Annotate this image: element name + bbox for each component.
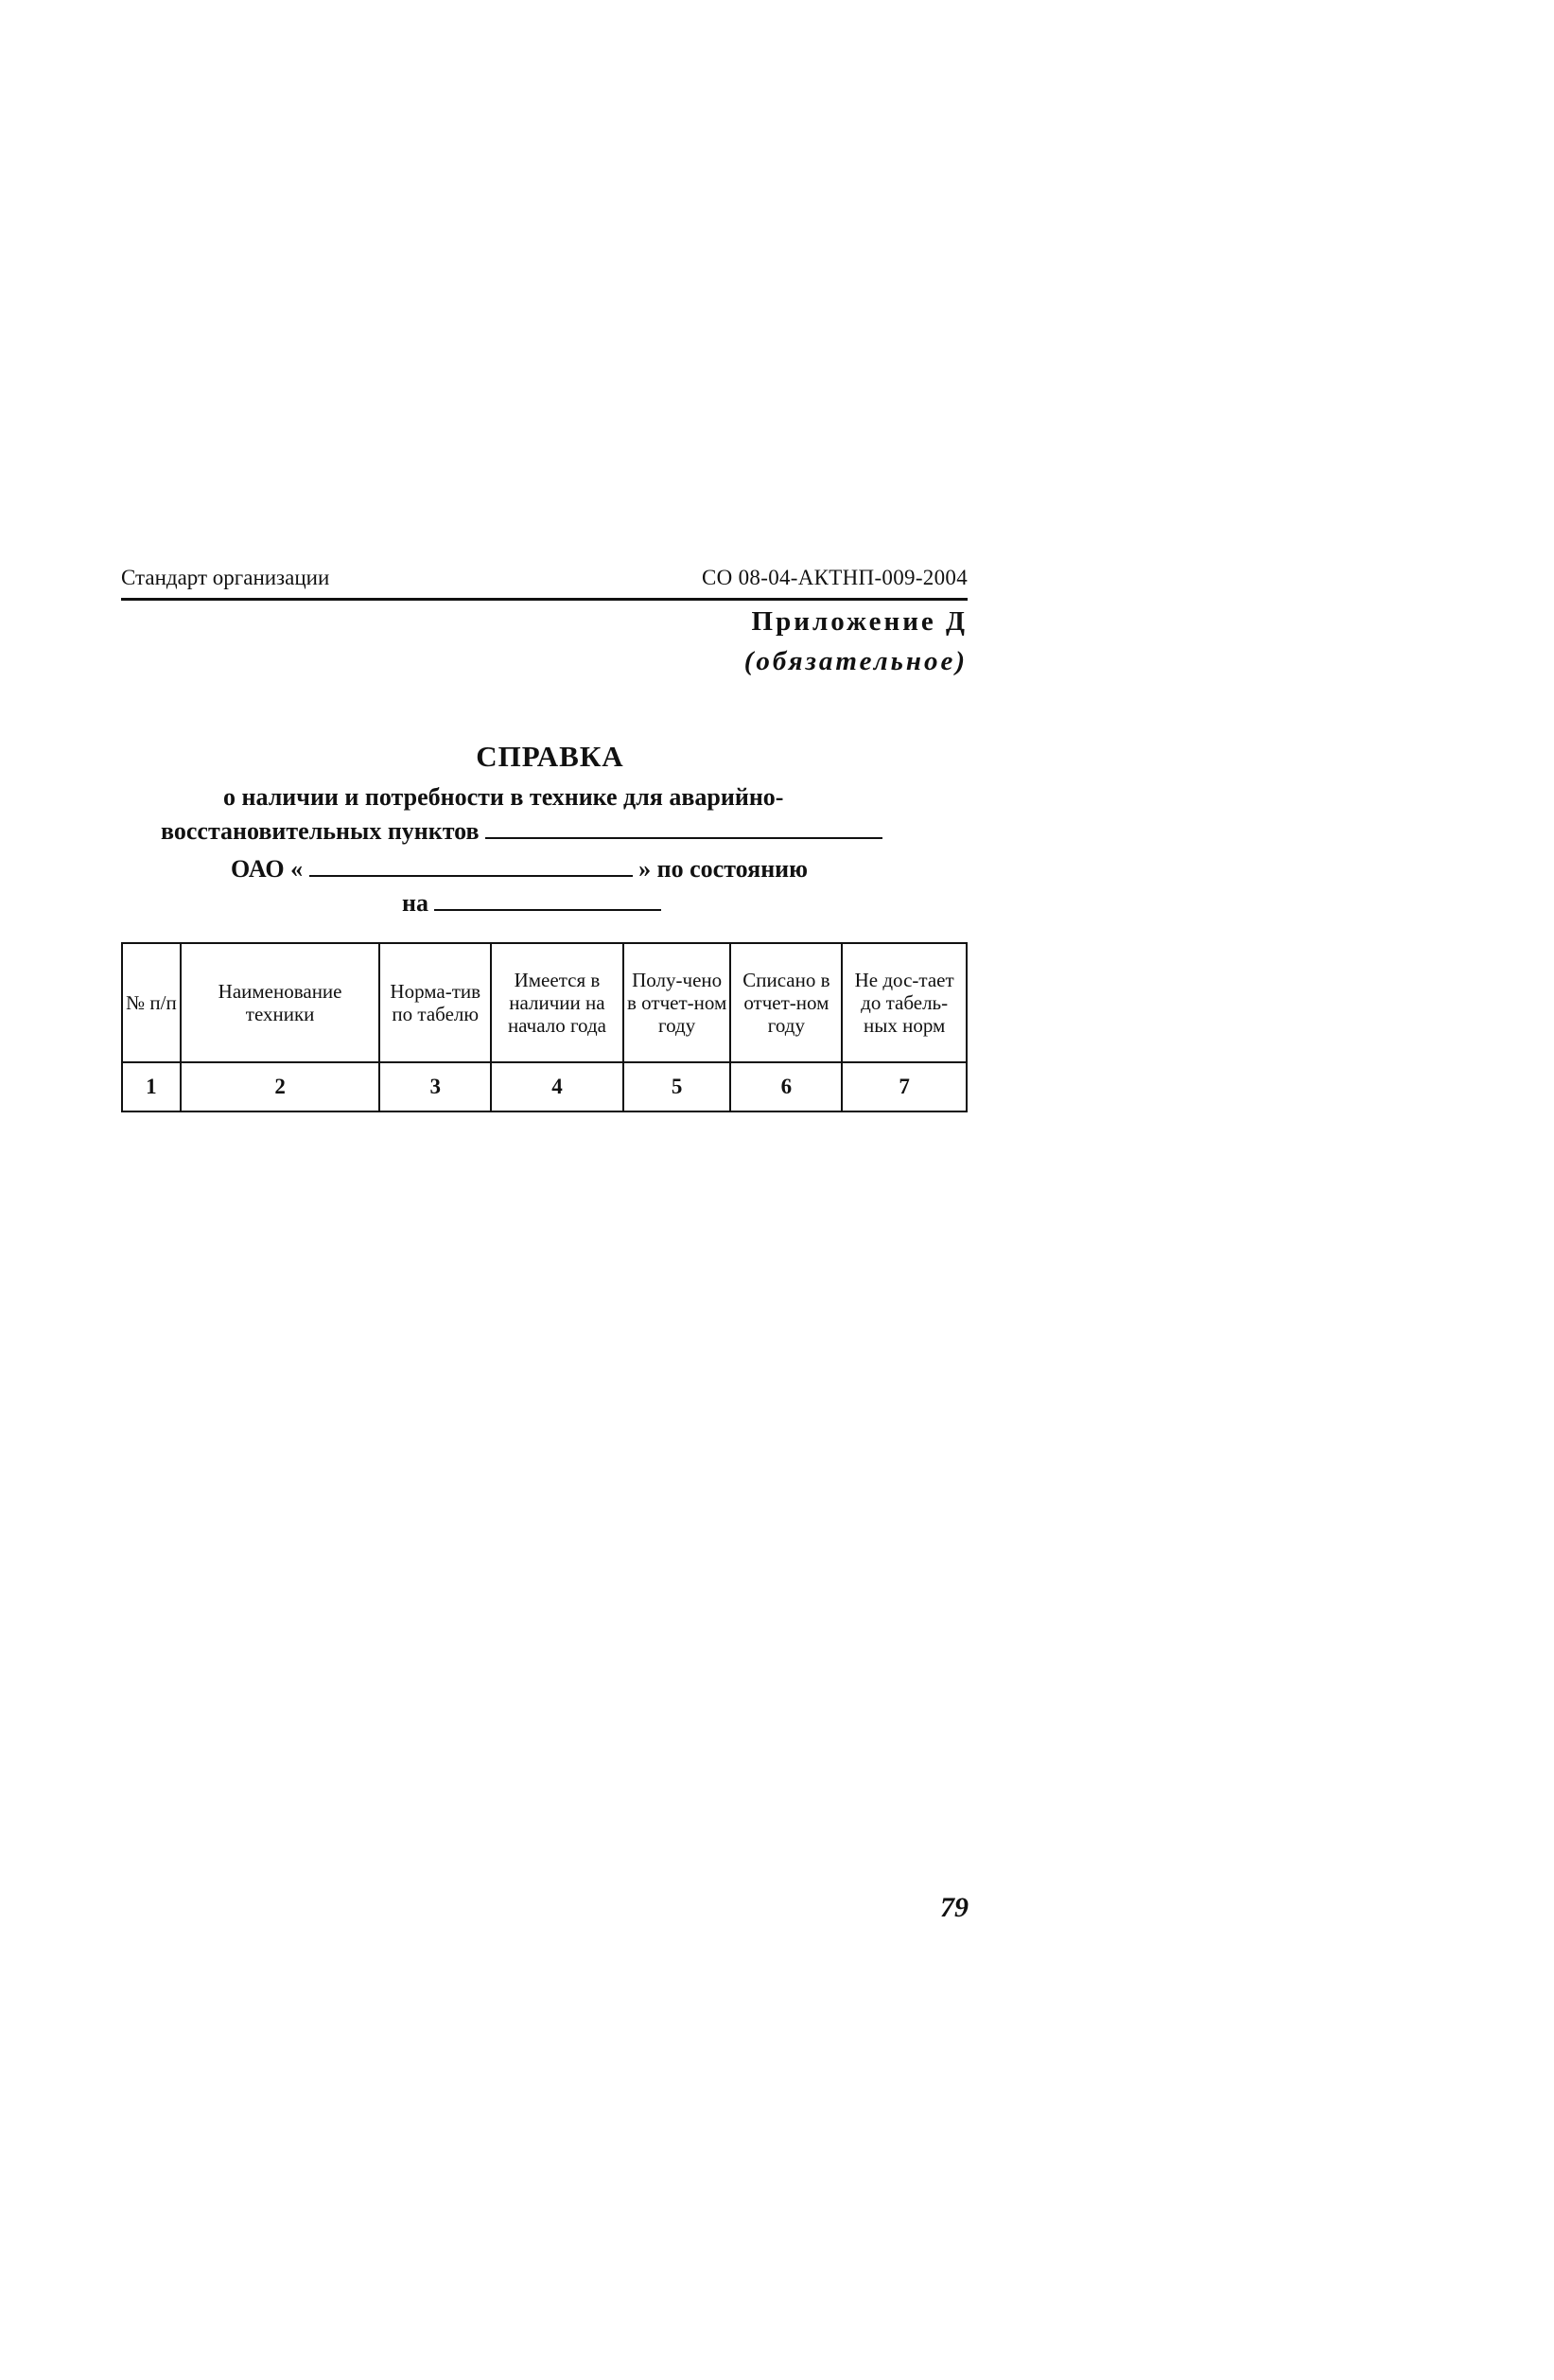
column-number: 2 [181,1062,380,1111]
column-header: Норма-тив по табелю [379,943,491,1062]
date-blank-field[interactable] [434,905,661,911]
appendix-block [744,602,968,681]
column-header: Не дос-тает до табель-ных норм [842,943,967,1062]
column-number: 4 [491,1062,623,1111]
equipment-table [121,942,968,1112]
date-prefix: на [402,889,428,917]
org-standard-label: Стандарт организации [121,566,330,589]
org-name-blank-field[interactable] [309,871,633,877]
column-header: № п/п [122,943,181,1062]
form-date-line [402,889,661,918]
org-suffix: » по состоянию [638,855,809,883]
table-header-row [122,943,967,1062]
points-blank-field[interactable] [485,833,882,839]
column-number: 1 [122,1062,181,1111]
document-code: СО 08-04-АКТНП-009-2004 [702,566,968,589]
column-header: Списано в отчет-ном году [730,943,842,1062]
page-header [121,560,968,601]
column-header: Наименование техники [181,943,380,1062]
column-number: 3 [379,1062,491,1111]
form-subtitle-text-1: о наличии и потребности в технике для аварийно- [223,783,784,811]
form-subtitle-line-2 [161,817,882,846]
column-number: 6 [730,1062,842,1111]
form-title: СПРАВКА [476,740,624,773]
column-header: Имеется в наличии на начало года [491,943,623,1062]
form-subtitle-text-2: восстановительных пунктов [161,817,480,845]
form-subtitle-line-1 [223,783,783,812]
column-header: Полу-чено в отчет-ном году [623,943,731,1062]
org-prefix: ОАО « [231,855,304,883]
column-number-row [122,1062,967,1111]
appendix-status: (обязательное) [743,646,968,676]
column-number: 7 [842,1062,967,1111]
column-number: 5 [623,1062,731,1111]
form-org-line [231,855,808,884]
page-number: 79 [940,1892,969,1923]
appendix-label: Приложение Д [751,606,968,637]
